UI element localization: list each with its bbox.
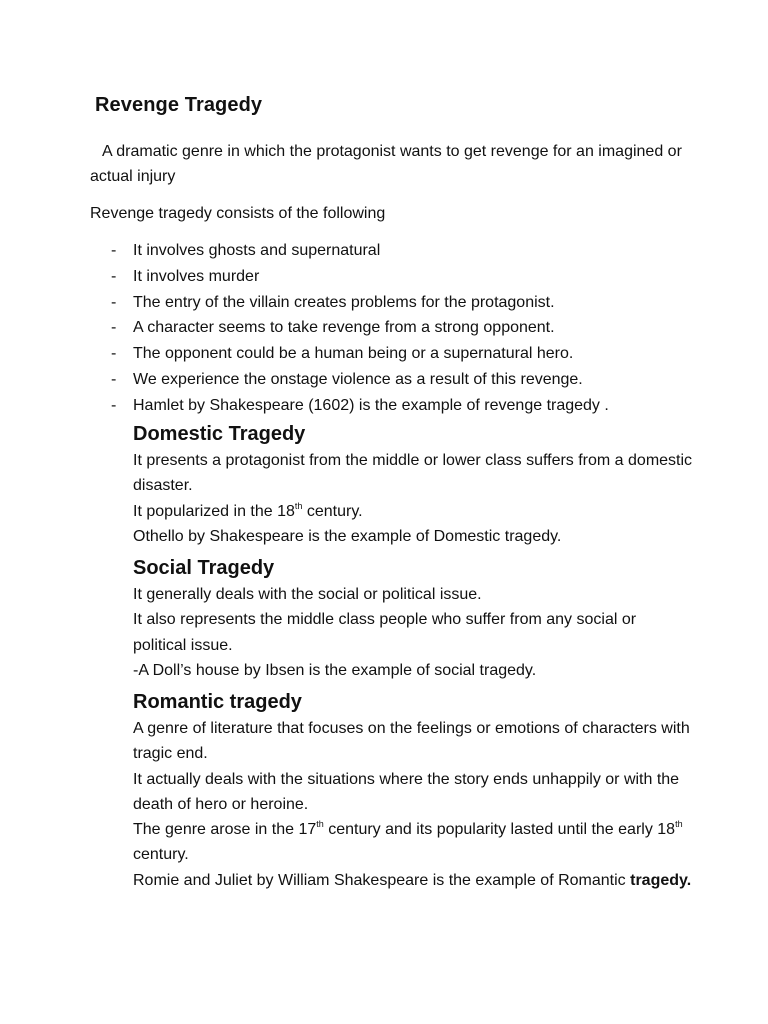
list-item [90, 315, 609, 341]
list-item-text: The opponent could be a human being or a supernatural hero. [133, 345, 574, 363]
revenge-bullet-list [90, 238, 609, 419]
domestic-line-3: Othello by Shakespeare is the example of Domestic tragedy. [133, 527, 562, 545]
list-item-text: It involves murder [133, 267, 260, 285]
domestic-line-2: It popularized in the 18th century. [133, 500, 363, 520]
romantic-line-4: Romie and Juliet by William Shakespeare is the example of Romantic tragedy. [133, 871, 692, 889]
consists-paragraph: Revenge tragedy consists of the following [90, 205, 386, 222]
list-item-text: A character seems to take revenge from a strong opponent. [133, 319, 555, 337]
bullet-marker: - [111, 345, 117, 363]
bullet-marker: - [111, 396, 117, 414]
page-title: Revenge Tragedy [95, 94, 263, 116]
bullet-marker: - [111, 319, 117, 337]
intro-paragraph: A dramatic genre in which the protagonist wants to get revenge for an imagined or actual injury [90, 143, 682, 185]
list-item [90, 341, 609, 367]
list-item [90, 367, 609, 393]
romantic-tragedy-section [133, 688, 693, 893]
list-item-text: We experience the onstage violence as a result of this revenge. [133, 370, 583, 388]
list-item-text: It involves ghosts and supernatural [133, 242, 381, 259]
list-item [90, 238, 609, 264]
social-tragedy-section [133, 554, 693, 683]
romantic-line-2: It actually deals with the situations where the story ends unhappily or with the death of hero or heroine. [133, 770, 680, 813]
list-item-text: Hamlet by Shakespeare (1602) is the example of revenge tragedy . [133, 396, 609, 414]
bullet-marker: - [111, 293, 117, 311]
social-line-1: It generally deals with the social or political issue. [133, 586, 482, 603]
social-line-2: It also represents the middle class people who suffer from any social or political issue. [133, 611, 637, 654]
list-item [90, 290, 609, 316]
romantic-heading: Romantic tragedy [133, 691, 302, 713]
bullet-marker: - [111, 242, 117, 259]
list-item [90, 264, 609, 290]
social-line-3: -A Doll’s house by Ibsen is the example of social tragedy. [133, 661, 537, 679]
romantic-line-3: The genre arose in the 17th century and its popularity lasted until the early 18th century. [133, 819, 683, 864]
domestic-heading: Domestic Tragedy [133, 423, 306, 445]
domestic-tragedy-section [133, 420, 693, 549]
romantic-line-1: A genre of literature that focuses on the feelings or emotions of characters with tragic end. [133, 720, 690, 763]
social-heading: Social Tragedy [133, 557, 275, 579]
domestic-line-1: It presents a protagonist from the middle or lower class suffers from a domestic disaster. [133, 452, 693, 495]
bullet-marker: - [111, 267, 117, 285]
bullet-marker: - [111, 370, 117, 388]
list-item [90, 393, 609, 419]
list-item-text: The entry of the villain creates problems for the protagonist. [133, 293, 555, 311]
